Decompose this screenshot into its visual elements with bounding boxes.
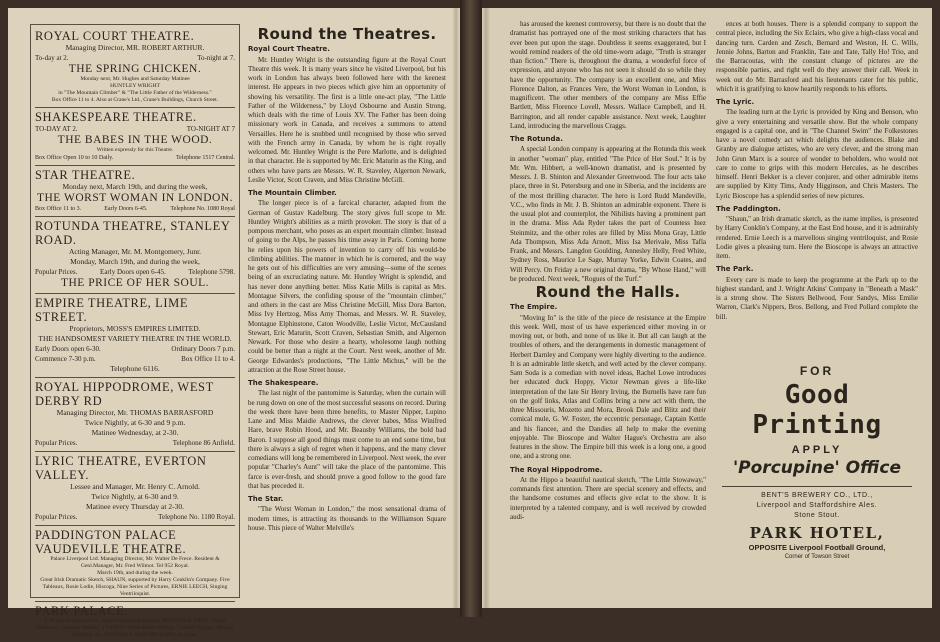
subheading: The Lyric. [716, 98, 755, 106]
ad-row [35, 354, 235, 364]
ad-line: Managing Director, MR. ROBERT ARTHUR. [65, 43, 205, 52]
article-text: ences at both houses. There is a splendid company to support the central piece, including the Six Eclairs, who give a high-class vocal and dancing turn. Carden and Zesch, Bernard and Weston, H. C. Wills, Jennie Johns, Barton and Franklin, Tate and Tate, Tally Ho! Trio, and the Barracoutas, with the constant change of pictures are the responsible parties, and right well do they answer their call. Week in week out do Mr. Barrasford and his lieutenants cater for his public, which it is gratifying to know heartily responds to his efforts. [716, 20, 918, 93]
ad-title: ROYAL COURT THEATRE. [35, 29, 195, 43]
subheading: The Royal Hippodrome. [510, 465, 603, 474]
right-page [482, 8, 932, 608]
ad-title: SHAKESPEARE THEATRE. [35, 110, 197, 124]
article-text: Mr. Huntley Wright is the outstanding figure at the Royal Court Theatre this week. It is many years since he visited Liverpool, but his work in London has always been followed here with the keenest interest. He appears in two pieces which give him an opportunity of showing his versatility. The first is a little one-act play, "The Little Father of the Wilderness," by Lloyd Osbourne and Austin Strong, which deals with the time of Louis XV. The Father has been doing missionary work in Canada, and receives a summons to attend Versailles. Here he is snubbed until recognised by those who served with the French army in Canada, by whom he is right royally welcomed. Mr. Huntley Wright is the Pere Marlotte, and is delighted in that character. He is supported by Mr. Eric Maturin as the King, and others who have parts are Messrs. W. R. Staveley, Algernon Newark, Leslie Victor, Scott Craven, and Miss Christine McGill. [248, 55, 446, 184]
ad-line: Monday next, March 19th, and during the week, [62, 182, 208, 191]
ad-line: Twice Nightly, at 6-30 and 9 p.m. [84, 418, 186, 427]
subheading: Royal Court Theatre. [248, 45, 330, 54]
ad-headline: THE WORST WOMAN IN LONDON. [36, 192, 234, 204]
rotunda-halls-column [510, 20, 706, 600]
ad-row-item: Popular Prices. [35, 439, 78, 447]
advert-park-hotel: PARK HOTEL, [749, 524, 885, 542]
ad-row-item: Telephone 5798. [188, 268, 235, 276]
subheading: The Star. [248, 495, 284, 503]
ad-small-line: Great Irish Dramatic Sketch, SHAUN, supported by Harry Conklin's Company. Five Tableaux, Rosie Lodie, Hiscoga, Nine Series of Pictures, ERNIE LEECH, Singing Ventriloquist. [40, 577, 230, 597]
ad-line: Twice Nightly, at 6-30 and 9. [91, 492, 179, 501]
ad-row-item: Ordinary Doors 7 p.m. [171, 345, 235, 353]
advert-brewery: BENT'S BREWERY CO., LTD., [761, 492, 873, 499]
ad-line: THE HANDSOMEST VARIETY THEATRE IN THE WORLD. [38, 334, 232, 343]
ad-row-item: Popular Prices. [35, 513, 78, 521]
ad-row-item: Box Office 11 to 3. [35, 206, 82, 212]
ad-row-item: Telephone No. 1180 Royal. [158, 513, 235, 521]
subheading: The Paddington. [716, 204, 781, 213]
subheading: The Empire. [510, 303, 558, 312]
ad-title: PARK PALACE. [35, 604, 129, 618]
ad-row-item: To-night at 7. [197, 54, 235, 62]
subheading: The Shakespeare. [248, 379, 319, 387]
ad-line: Lessee and Manager, Mr. Henry C. Arnold. [70, 482, 200, 491]
ad-line: Matinee Wednesday, at 2-30. [91, 428, 179, 437]
ad-row-item: Box Office 11 to 4. [181, 355, 235, 363]
theatre-ad [35, 108, 235, 166]
round-the-theatres-column [248, 26, 446, 600]
theatre-ad [35, 526, 235, 602]
article-text: The leading turn at the Lyric is provided by King and Benson, who give a very entertaining and versatile show. But the whole company engaged is a capital one, and in "The Channel Swim" the Folkestones have a novel comedy act which delights the audiences. Blake and Granby are dialogue artistes, who are very clever, and the strong man John Grun Marx is a source of wonder to beholders, who would not care to come to grips with this modern Hercules, as he describes himself. Henri Bekker is a clever conjurer, and other admirable items are supplied by Kitty Tims, Andy Higginson, and Chris Masters. The Lyric Bioscope has a splendid series of new pictures. [716, 108, 918, 200]
page-fold-shadow [452, 8, 460, 608]
advert-porcupine-office: 'Porcupine' Office [732, 458, 902, 478]
ad-row-item: TO-NIGHT AT 7 [186, 125, 235, 133]
article-text: "Shaun," an Irish dramatic sketch, as the name implies, is presented by Harry Conklin's Company, at the East End house, and it is admirably rendered. Ernie Leech is a marvellous singing ventriloquist, and Rosie Lodie gives a pleasing turn. Here the Bioscope is always an attractive item. [716, 215, 918, 260]
ad-row [35, 124, 235, 134]
section-heading: Round the Halls. [535, 283, 681, 301]
ad-row [35, 344, 235, 354]
ad-line: Acting Manager, Mr. M. Montgomery, Junr. [68, 247, 202, 256]
ad-line: Managing Director, Mr. THOMAS BARRASFORD [56, 408, 214, 417]
subheading: The Mountain Climber. [248, 189, 337, 197]
subheading: The Park. [716, 265, 754, 274]
ad-row-item: TO-DAY AT 2. [35, 125, 78, 133]
ad-row-item: Early Doors open 6-30. [35, 345, 101, 353]
ad-headline: THE BABES IN THE WOOD. [57, 134, 213, 146]
left-page [8, 8, 460, 638]
article-text: The longer piece is of a farcical character, adapted from the German of Gustav Kadelburg. The story gives full scope to Mr. Huntley Wright's abilities as a mirth provoker. The story is that of a pompous merchant, who poses as an expert mountain climber. Instead of going to the Alps, he passes his time away in Paris. Coming home he relies upon his powers of invention to carry off his would-be climbing abilities. The manner in which he is cornered, and the way he gets out of his difficulties are very amusing—some of the scenes being of an excruciating nature. Mr. Huntley Wright is splendid, and has never done anything better. Miss Katie Mills is capital as Mrs. Montague Silvers, the confiding spouse of the "mountain climber," and others in the cast are Miss Christine McGill, Miss Dora Barton, Miss Ivy Hertzog, Miss Amy Thomas, and Messrs. W. R. Staveley, Montague Elphinstone, Caton Woodville, Leslie Victor, McCausland Stewart, Eric Maturin, Scott Craven, Sebastian Smith, and Algernon Newark. For those who desire a hearty, wholesome laugh nothing could be better than a night at the Court. Next week, another of Mr. George Edwardes's productions, "The Little Michus," will be the attraction at the Rose Street house. [248, 199, 446, 374]
ad-row [35, 267, 235, 277]
article-text: Every care is made to keep the programme at the Park up to the highest standard, and J. Wright Atkins' Company in "Beneath a Mask" is a strong show. The Sisters Bellwood, Four Sandys, Miss Emilie Warren, Clark's Nippers, Bros. Bellong, and Fred Pollard complete the bill. [716, 275, 918, 321]
ad-line: Monday, March 19th, and during the week, [70, 257, 200, 266]
article-text: has aroused the keenest controversy, but there is no doubt that the dramatist has portrayed one of the most striking characters that has ever been put upon the stage. Doubtless it seems exaggerated, but I would remind readers of the old time-worn adage, "Truth is stranger than fiction." There is, throughout the drama, a wonderful force of expression, and anyone who has not seen it should do so while they have the opportunity. The company is an excellent one, and Miss Florence Dalton, as Frances Vere, the Worst Woman in London, is magnificent. The other members of the company are Miss Effie Bartlett, Miss Florence Lovell, Messrs. Wallace Campbell, and H. Barrington, and all render capable assistance. Next week, Laughter Land, introducing the marvellous Craggs. [510, 20, 706, 130]
subheading: The Rotunda. [510, 135, 563, 143]
ad-small-line: in "The Mountain Climber" & "The Little Father of the Wilderness." [58, 90, 212, 96]
ad-row-item: To-day at 2. [35, 54, 69, 62]
article-text: At the Hippo a beautiful nautical sketch, "The Little Stowaway," commands first attention. There are special scenery and effects, and the handsome costumes and effects give eclat to the show. It is interpreted by a talented company, and is well received by crowded audi- [510, 475, 706, 521]
ad-row [35, 154, 235, 162]
ad-small-line: HUNTLEY WRIGHT [110, 83, 160, 89]
advert-ales: Liverpool and Staffordshire Ales. [756, 502, 878, 509]
ad-small-line: Monday next, Mr. Hughes and Saturday Matinee [80, 76, 190, 82]
ad-row-item: Early Doors open 6-45. [100, 268, 166, 276]
ad-title: EMPIRE THEATRE, LIME STREET. [35, 296, 189, 324]
theatre-ad [35, 217, 235, 294]
theatre-ad [35, 294, 235, 378]
ad-telephone: Telephone 6116. [110, 364, 160, 373]
ad-row-item: Telephone No. 1080 Royal [170, 206, 235, 212]
ad-small-line: Box Office 11 to 4. Also at Crane's Ltd., Crane's Buildings, Church Street. [51, 97, 219, 103]
ad-title: PADDINGTON PALACE VAUDEVILLE THEATRE. [35, 528, 187, 556]
advert-corner: Corner of Towson Street [784, 554, 850, 560]
article-text: "The Worst Woman in London," the most sensational drama of modern times, is attracting its thousands to the Williamson Square house. This piece of Walter Melville's [248, 505, 446, 532]
ad-small-line: Written expressly for this Theatre. [96, 147, 174, 153]
article-text: A special London company is appearing at the Rotunda this week in another "woman" play, entitled "The Price of Her Soul." It is by Mr. Wm. Hibbert, a well-known dramatist, and is presented by Messrs. J. B. Shinton and Alexander Greenwood. The four acts take place, three in St. Petersburg and one in Siberia, and the incidents are of the most thrilling character. The hero is Lord Rudd Mandeville, V.C., who finds in Mr. J. B. Shinton an admirable exponent. There is the usual plot and counterplot, the Nihilists having a prominent part in the drama. Miss Ada Ryder takes the part of Countess Inez Steinmitz, and the other roles are filled by Miss Mona Gray, Little Ada Thompson, Miss Ada Arnott, Miss Isa Merivale, Miss Tafla Frank, and Messrs. Langdon Goulding, Annesley Helly, Fred White, Sydney Ross, Maurice Le Sage, Murray Yorke, Edwin Coates, and Will Percy. On Friday a new original drama, "By Whose Hand," will be produced. Next week, "Rogues of the Turf." [510, 145, 706, 283]
ad-small-line: Palace Liverpool Ltd. Managing Director, Mr. Walter De Frece. Resident & Genl.Manager, Mr. Fred Wilmot. Tel 952 Royal. [50, 556, 220, 569]
theatre-ad [35, 378, 235, 452]
advert-divider [722, 486, 912, 487]
theatre-ad [35, 27, 235, 108]
ad-line: Matinee every Thursday at 2-30. [86, 502, 184, 511]
theatre-ads-column [30, 24, 240, 638]
ad-row-item: Telephone 86 Anfield. [172, 439, 235, 447]
book-gutter [460, 0, 482, 617]
ad-row [35, 205, 235, 213]
theatre-ad [35, 602, 235, 642]
advert-opposite: OPPOSITE Liverpool Football Ground, [748, 543, 886, 552]
advert-for: FOR [799, 364, 835, 378]
good-printing-advert [716, 364, 918, 562]
section-heading: Round the Theatres. [257, 25, 437, 43]
ad-title: LYRIC THEATRE, EVERTON VALLEY. [35, 454, 207, 482]
ad-small-line: March 19th, and during the week. [97, 570, 173, 576]
advert-apply: APPLY [791, 444, 843, 456]
article-text: The last night of the pantomime is Saturday, when the curtain will be rung down on one of the most successful seasons on record. During the week there have been three benefits, to Master Nipper, Lupino Lane and Miss Maidie Andrews, the clever babes, Miss Winifred Hare, brave Robin Hood, and Mr. Beausby Williams, the bold bad Baron. I suppose all good things must come to an end some time, but there is always a sigh of regret when it happens, and the many clever comedians will long be remembered in Liverpool. Next week, the ever popular "Charley's Aunt" will take the place of the pantomime. This farce is ever-fresh, and should prove a good follow to the good fare that has preceded it. [248, 389, 446, 490]
advert-stout: Stone Stout. [794, 512, 840, 519]
ad-title: STAR THEATRE. [35, 168, 136, 182]
ad-row-item: Early Doors 6-45. [104, 206, 148, 212]
ad-row-item: Box Office Open 10 to 10 Daily. [35, 155, 114, 161]
ad-title: ROTUNDA THEATRE, STANLEY ROAD. [35, 219, 230, 247]
theatre-ad [35, 166, 235, 217]
ad-row [35, 53, 235, 63]
ad-headline: THE SPRING CHICKEN. [68, 63, 202, 75]
ad-row [35, 438, 235, 448]
ad-row-item: Telephone 1517 Central. [175, 155, 235, 161]
page-fold-shadow [482, 8, 490, 608]
article-text: "Moving In" is the title of the piece de resistance at the Empire this week. Well, most of us have experienced either moving in or moving out, or both, and none of us like it. But all can laugh at the troubles of others, and the derangements in domestic management of Herbert Darnley and Company were highly diverting to the audience. It is an admirable little sketch, and well acted by the clever company. Sam Soda is a comedian with novel ideas, Rachel Lowe introduces her educated duck Hoppy, Victor Newman gives a life-like interpretation of the late Sir Henry Irving, the Burnells have rare fun on the golf links, Atlas and Collins bring a new act with them, the three Missouris, Mozetto and Mora, Brook Dale and Blitz and their comical mule, G. W. Foster, the eccentric personage, Captain Kettle and his fiancee, and the Dandies all help to make the evening enjoyable. The Bioscope and Walter Hague's Orchestra are also features in the show. The Empire bill this week is a long one, a good one, and a strong one. [510, 313, 706, 461]
ad-title: ROYAL HIPPODROME, WEST DERBY RD [35, 380, 214, 408]
theatre-ad [35, 452, 235, 526]
advert-good-printing: Good Printing [752, 380, 882, 440]
ad-headline: THE PRICE OF HER SOUL. [60, 277, 210, 289]
ad-row [35, 512, 235, 522]
ad-small-line: J. Wright Atkins and Co. in the Sensational Episode SENSATH & WEST, Sisters Bellwood, Comedy Artistes, 4 SANDY 4 Miss Kettle Warren, Clarke's Nippers, Boxing Dancing, etc. Fred Pollard, MISS BELLONG, Acrobat. [36, 618, 234, 638]
ad-row-item: Commence 7-30 p.m. [35, 355, 96, 363]
ad-row-item: Popular Prices. [35, 268, 78, 276]
ad-line: Proprietors, MOSS'S EMPIRES LIMITED. [69, 324, 201, 333]
lyric-paddington-park-column [716, 20, 918, 321]
